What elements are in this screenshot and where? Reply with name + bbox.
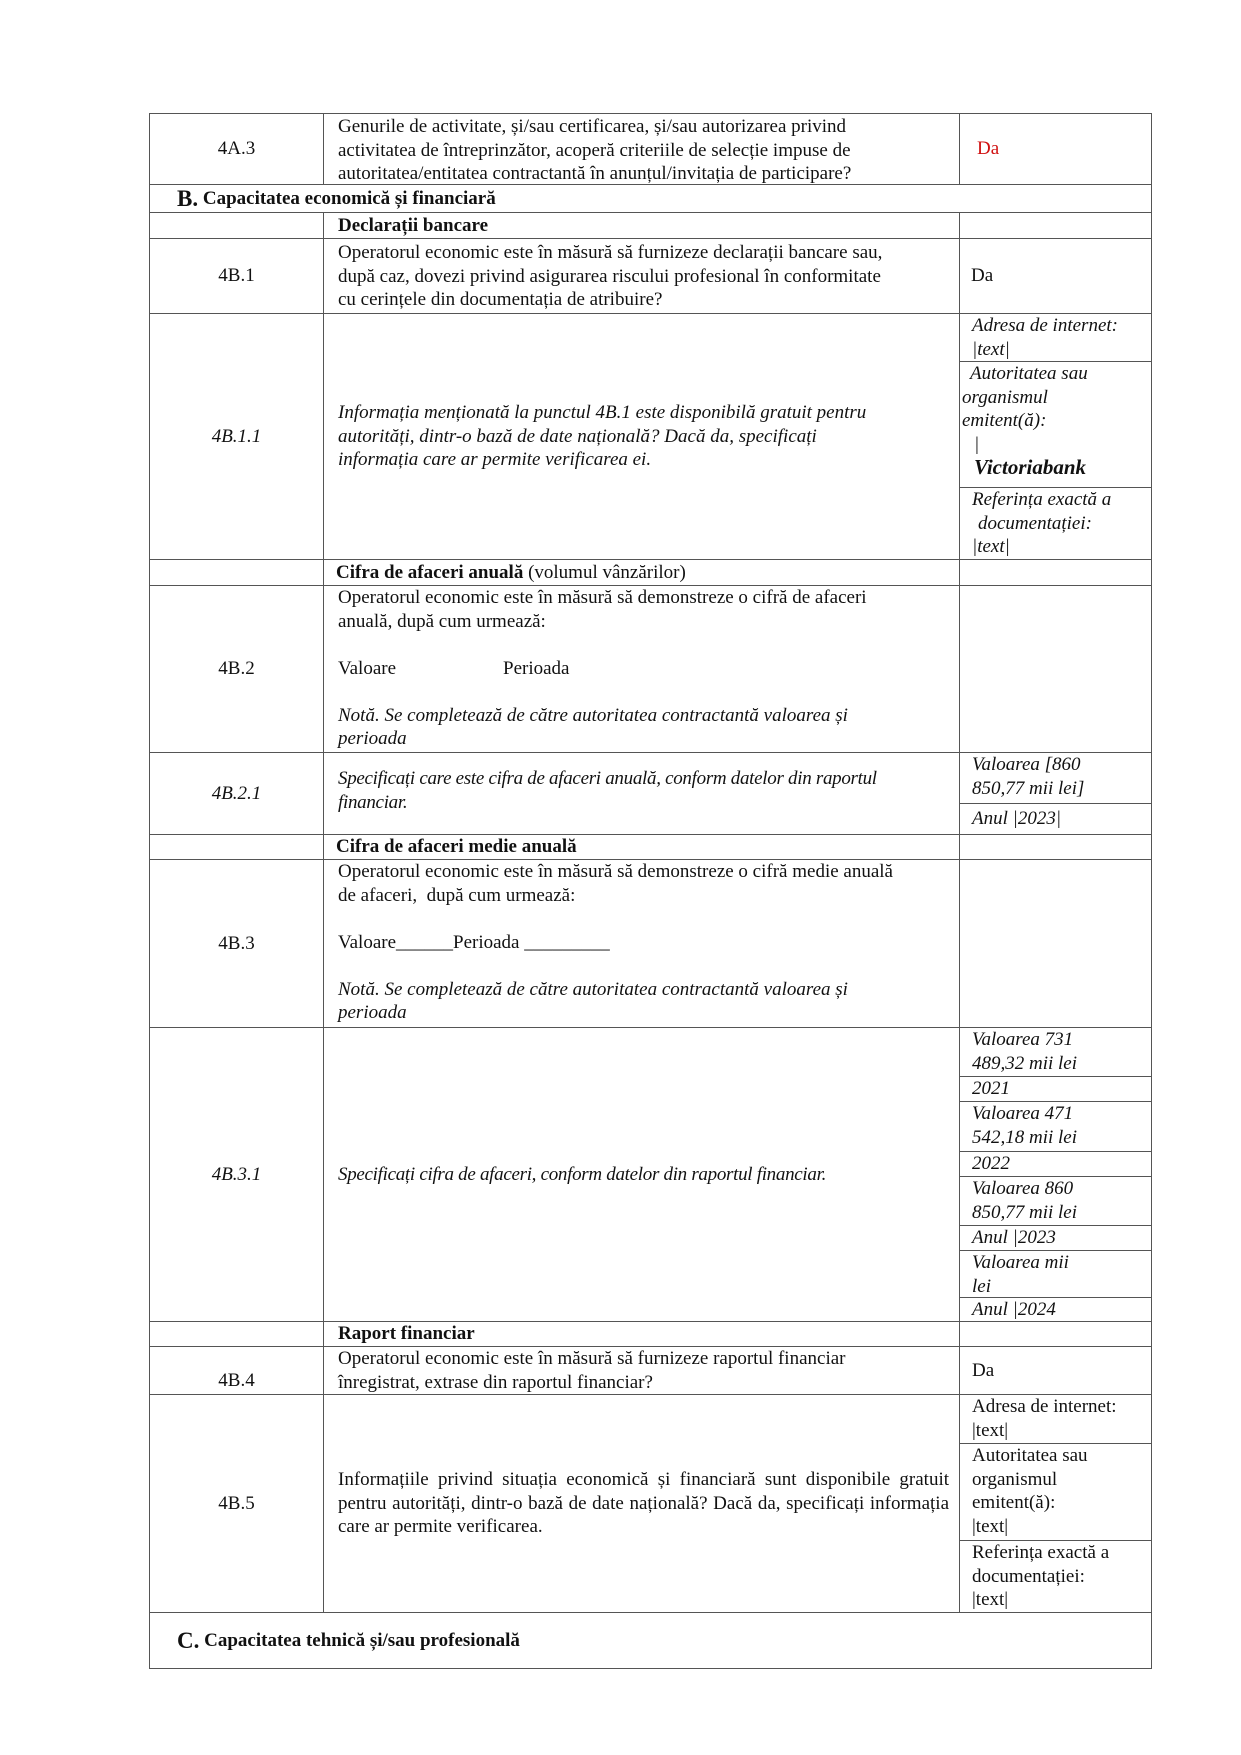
text-line: anuală, după cum urmează: [338, 610, 546, 632]
empty-answer [959, 859, 1152, 1028]
answer-reference[interactable] [959, 1540, 1152, 1613]
answer-internet-address[interactable] [959, 313, 1152, 362]
subheader-declaratii [323, 212, 960, 239]
subheader-cifra [323, 559, 960, 586]
empty-cell [959, 834, 1152, 860]
text-line: activitatea de întreprinzător, acoperă criteriile de selecție impuse de [338, 139, 851, 161]
code: 4B.2.1 [211, 782, 262, 804]
answer-4a3 [959, 113, 1152, 185]
value: |text| [972, 338, 1010, 360]
text-line: Specificați care este cifra de afaceri anuală, conform datelor din raportul [338, 768, 877, 789]
section-letter: C. [177, 1627, 200, 1653]
label: Adresa de internet: [972, 1396, 1117, 1417]
subheader-text: Declarații bancare [338, 214, 489, 236]
value-line: Valoarea [860 [972, 754, 1081, 775]
value-line: Valoarea mii [972, 1252, 1069, 1273]
value: |text| [972, 1589, 1009, 1610]
label: | [974, 433, 980, 455]
label: documentației: [978, 512, 1092, 534]
entry-year-2022[interactable] [959, 1151, 1152, 1177]
value-line: Valoarea 860 [972, 1178, 1074, 1199]
code: 4A.3 [217, 138, 256, 160]
value-line: 542,18 mii lei [972, 1126, 1078, 1148]
code: 4B.3.1 [211, 1163, 262, 1185]
year-text: Anul |2023 [972, 1227, 1056, 1249]
empty-answer [959, 585, 1152, 753]
note-line: Notă. Se completează de către autoritatea contractantă valoarea și [338, 704, 848, 726]
value-line: Valoarea 471 [972, 1103, 1074, 1124]
entry-value-2024[interactable] [959, 1250, 1152, 1298]
value-line: 489,32 mii lei [972, 1052, 1078, 1074]
empty-cell [149, 1321, 324, 1347]
section-b-header [149, 184, 1152, 213]
question-4b2 [323, 585, 960, 753]
entry-value-2023[interactable] [959, 1176, 1152, 1226]
text-line: Operatorul economic este în măsură să demonstreze o cifră medie anuală [338, 861, 893, 882]
text-line: Operatorul economic este în măsură să furnizeze raportul financiar [338, 1348, 846, 1369]
row-code-4b21 [149, 752, 324, 835]
text-line: Genurile de activitate, și/sau certificarea, și/sau autorizarea privind [338, 116, 847, 137]
answer-authority[interactable] [959, 361, 1152, 488]
row-code-4b1 [149, 238, 324, 314]
answer-text: Da [977, 138, 1000, 160]
text-line: după caz, dovezi privind asigurarea riscului profesional în conformitate [338, 265, 881, 287]
text-block: Informațiile privind situația economică și financiară sunt disponibile gratuit pentru autorități, dintr-o bază de date națională? Dacă da, specificați informația care ar permite verificarea. [338, 1469, 949, 1538]
label: Adresa de internet: [972, 315, 1118, 336]
value: |text| [972, 1515, 1009, 1537]
authority-value: Victoriabank [974, 455, 1087, 479]
label: Autoritatea sau [970, 363, 1088, 384]
answer-authority[interactable] [959, 1443, 1152, 1541]
subheader-extra: (volumul vânzărilor) [523, 561, 686, 583]
value: |text| [972, 536, 1010, 557]
code: 4B.1 [218, 265, 255, 287]
value: |text| [972, 1419, 1009, 1441]
label: Referința exactă a [972, 489, 1112, 510]
answer-text: Da [972, 1359, 995, 1381]
label: organismul [962, 386, 1048, 408]
subheader-text: Raport financiar [338, 1323, 475, 1345]
answer-internet-address[interactable] [959, 1394, 1152, 1444]
text-line: Informația menționată la punctul 4B.1 este disponibilă gratuit pentru [338, 402, 867, 424]
entry-year-2024[interactable] [959, 1297, 1152, 1322]
question-4a3 [323, 113, 960, 185]
subheader-cifra-medie [323, 834, 960, 860]
answer-reference[interactable] [959, 487, 1152, 560]
answer-text: Da [971, 265, 994, 287]
label: emitent(ă): [962, 410, 1047, 431]
row-code-4b2 [149, 585, 324, 753]
question-4b31 [323, 1027, 960, 1322]
question-4b3 [323, 859, 960, 1028]
code: 4B.4 [218, 1369, 255, 1391]
answer-value[interactable] [959, 752, 1152, 804]
label: Autoritatea sau [972, 1445, 1088, 1466]
question-4b5 [323, 1394, 960, 1613]
section-c-header [149, 1612, 1152, 1669]
empty-cell [959, 559, 1152, 586]
note-line: perioada [338, 728, 407, 749]
entry-year-2023[interactable] [959, 1225, 1152, 1251]
question-4b11 [323, 313, 960, 560]
entry-value-2021[interactable] [959, 1027, 1152, 1077]
code: 4B.5 [218, 1492, 255, 1514]
answer-4b1 [959, 238, 1152, 314]
year-text: Anul |2023| [972, 808, 1062, 830]
section-title: Capacitatea economică și financiară [202, 187, 496, 209]
empty-cell [149, 559, 324, 586]
row-code-4b11 [149, 313, 324, 560]
text-line: autorități, dintr-o bază de date națională? Dacă da, specificați [338, 425, 817, 447]
question-4b21 [323, 752, 960, 835]
empty-cell [959, 1321, 1152, 1347]
entry-year-2021[interactable] [959, 1076, 1152, 1102]
year-text: Anul |2024 [972, 1298, 1056, 1320]
code: 4B.1.1 [211, 425, 262, 447]
valoare-perioada-line: Valoare______Perioada _________ [338, 931, 610, 953]
text-line: financiar. [338, 791, 408, 813]
row-code-4b5 [149, 1394, 324, 1613]
row-code-4b4 [149, 1346, 324, 1395]
code: 4B.2 [218, 658, 255, 680]
label: organismul [972, 1468, 1058, 1490]
question-4b4 [323, 1346, 960, 1395]
note-line: Notă. Se completează de către autoritatea contractantă valoarea și [338, 978, 848, 1000]
question-4b1 [323, 238, 960, 314]
text-line: înregistrat, extrase din raportul financiar? [338, 1371, 653, 1393]
answer-year[interactable] [959, 803, 1152, 835]
year-text: 2021 [972, 1078, 1010, 1100]
value-line: Valoarea 731 [972, 1029, 1074, 1050]
value-line: 850,77 mii lei] [972, 777, 1085, 799]
text-line: Operatorul economic este în măsură să demonstreze o cifră de afaceri [338, 587, 867, 608]
note-line: perioada [338, 1002, 407, 1023]
label: Referința exactă a [972, 1542, 1110, 1563]
text-line: de afaceri, după cum urmează: [338, 884, 576, 906]
answer-4b4 [959, 1346, 1152, 1395]
row-code-4b3 [149, 859, 324, 1028]
text-line: cu cerințele din documentația de atribuire? [338, 289, 663, 310]
row-code-4b31 [149, 1027, 324, 1322]
row-code-4a3 [149, 113, 324, 185]
label: documentației: [972, 1565, 1085, 1587]
subheader-raport [323, 1321, 960, 1347]
valoare-label: Valoare [338, 657, 397, 679]
empty-cell [149, 212, 324, 239]
value-line: lei [972, 1275, 991, 1297]
empty-cell [959, 212, 1152, 239]
code: 4B.3 [218, 932, 255, 954]
empty-cell [149, 834, 324, 860]
text-line: autoritatea/entitatea contractantă în anunțul/invitația de participare? [338, 163, 852, 184]
section-letter: B. [177, 185, 199, 211]
text-line: informația care ar permite verificarea ei. [338, 449, 652, 471]
label: emitent(ă): [972, 1492, 1056, 1513]
perioada-label: Perioada [503, 657, 570, 679]
entry-value-2022[interactable] [959, 1101, 1152, 1152]
value-line: 850,77 mii lei [972, 1201, 1078, 1223]
section-title: Capacitatea tehnică și/sau profesională [204, 1629, 520, 1651]
subheader-text: Cifra de afaceri medie anuală [336, 836, 577, 858]
text-line: Specificați cifra de afaceri, conform datelor din raportul financiar. [338, 1163, 827, 1185]
year-text: 2022 [972, 1153, 1010, 1175]
text-line: Operatorul economic este în măsură să furnizeze declarații bancare sau, [338, 242, 883, 263]
subheader-text: Cifra de afaceri anuală [336, 561, 524, 583]
